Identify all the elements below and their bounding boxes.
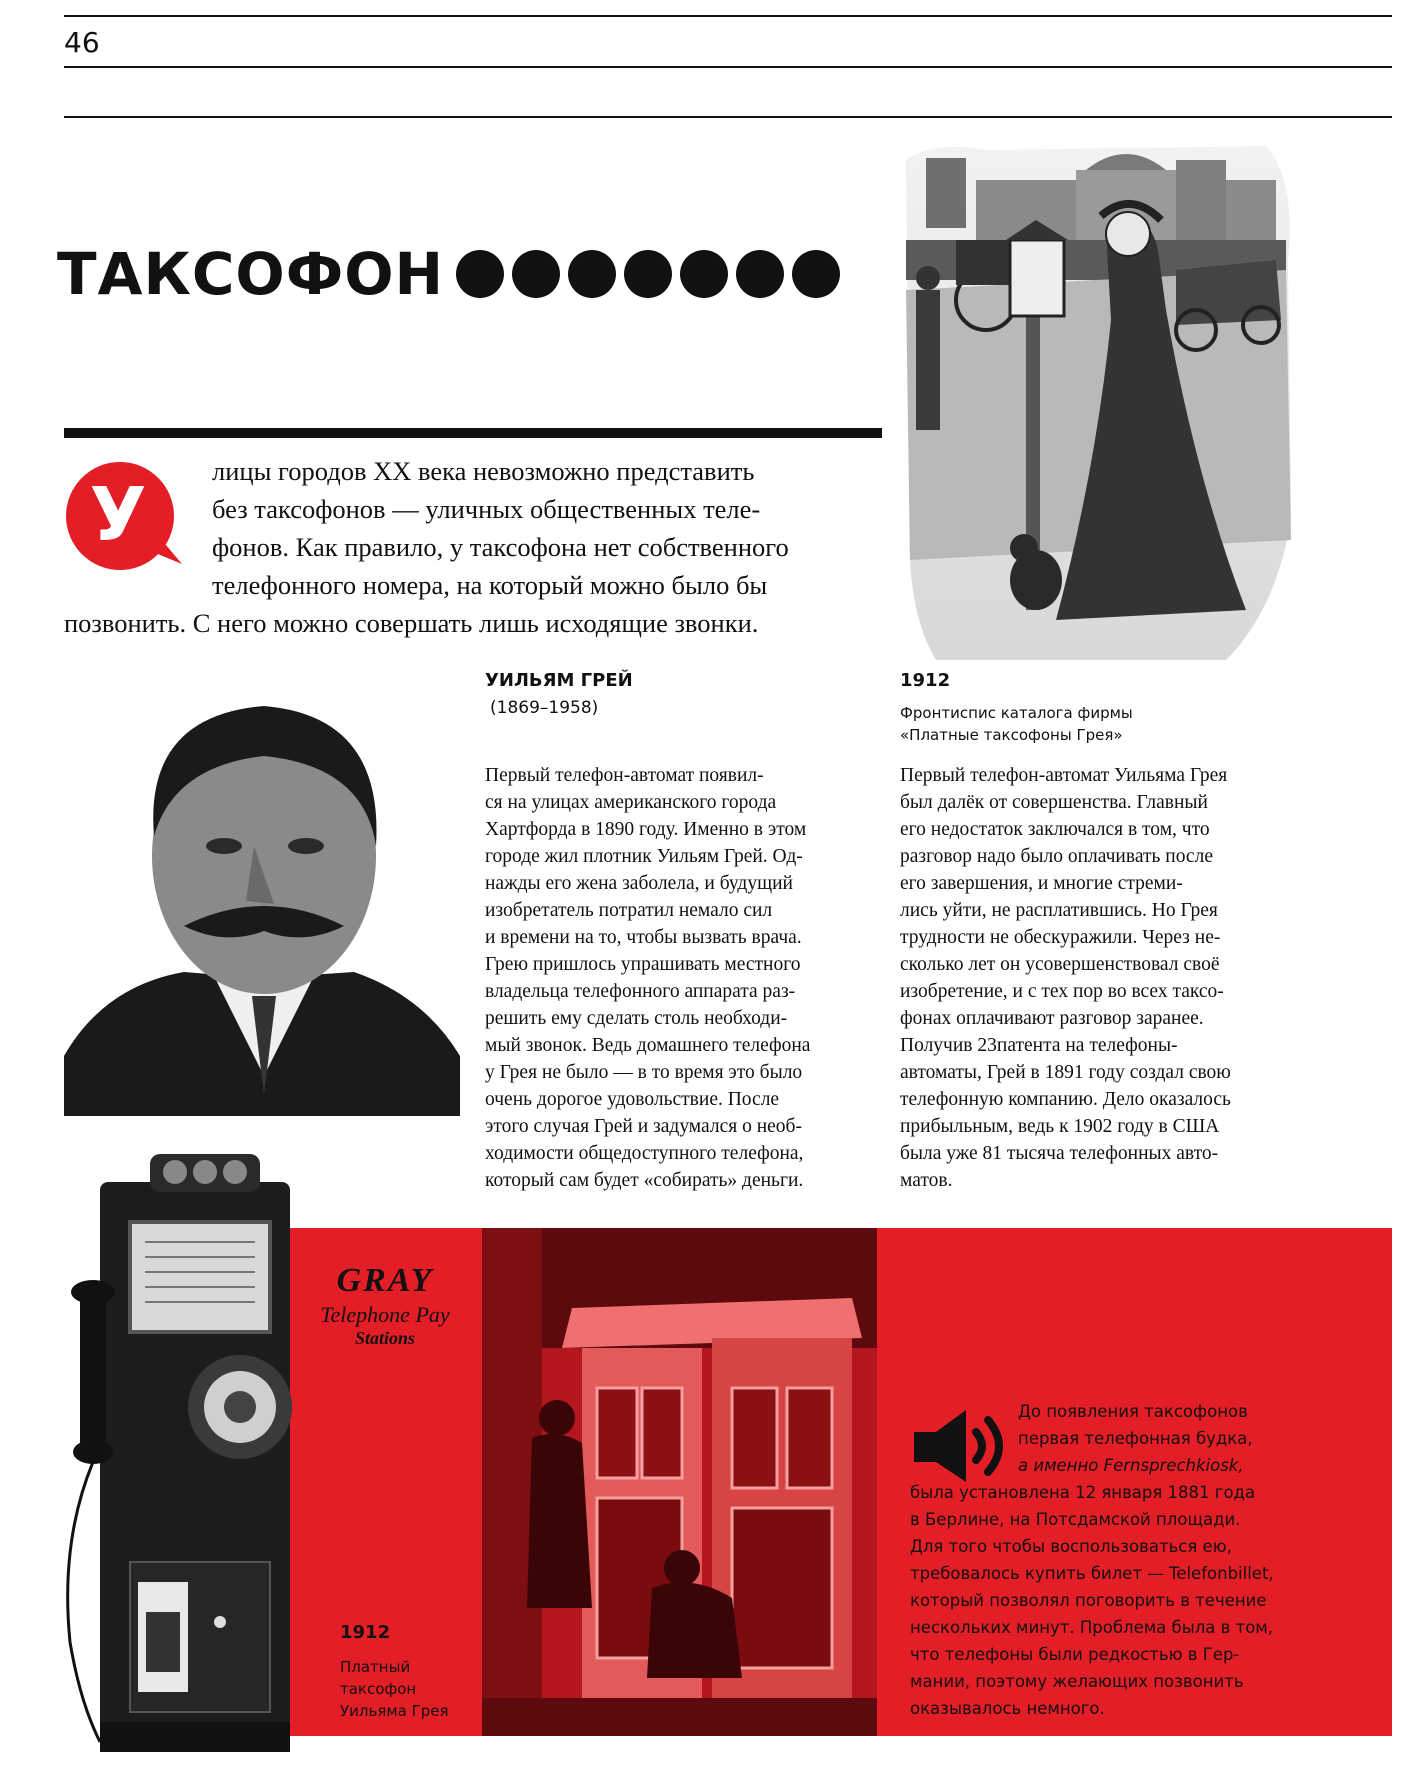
body-line: и времени на то, чтобы вызвать врача. — [485, 927, 802, 948]
title-dot — [456, 250, 504, 298]
body-line: этого случая Грей и задумался о необ- — [485, 1116, 802, 1137]
body-line: была уже 81 тысяча телефонных авто- — [900, 1143, 1219, 1164]
title-dot — [624, 250, 672, 298]
body-line: Получив 23патента на телефоны- — [900, 1035, 1178, 1056]
body-line: его недостаток заключался в том, что — [900, 819, 1210, 840]
gray-payphone-illustration — [40, 1142, 340, 1762]
woman-payphone-illustration — [896, 140, 1296, 670]
logo-line: Telephone Pay — [320, 1302, 450, 1327]
body-column-right — [900, 762, 1320, 1194]
info-line: была установлена 12 января 1881 года — [910, 1483, 1256, 1502]
title-dot — [512, 250, 560, 298]
info-line: До появления таксофонов — [1018, 1402, 1248, 1421]
info-line: а именно Fernsprechkiosk, — [1018, 1456, 1244, 1475]
body-line: изобретение, и с тех пор во всех таксо- — [900, 981, 1224, 1002]
header-rule-lower — [64, 116, 1392, 118]
body-line: мый звонок. Ведь домашнего телефона — [485, 1035, 811, 1056]
lead-line: позвонить. С него можно совершать лишь исходящие звонки. — [64, 608, 759, 638]
body-line: решить ему сделать столь необходи- — [485, 1008, 788, 1029]
person-name: УИЛЬЯМ ГРЕЙ — [485, 670, 633, 691]
info-box-text — [910, 1398, 1350, 1722]
title-dot — [736, 250, 784, 298]
title-text: ТАКСОФОН — [57, 240, 445, 308]
body-column-left — [485, 762, 885, 1194]
body-line: городе жил плотник Уильям Грей. Од- — [485, 846, 803, 867]
telephone-booth-photo — [482, 1228, 877, 1736]
title-dot — [568, 250, 616, 298]
lead-line: лицы городов XX века невозможно представить — [212, 456, 755, 486]
body-line: фонах оплачивают разговор заранее. — [900, 1008, 1204, 1029]
william-gray-portrait — [64, 676, 460, 1116]
dropcap-badge — [64, 460, 184, 572]
body-line: прибыльным, ведь к 1902 году в США — [900, 1116, 1220, 1137]
payphone-caption-line: таксофон — [340, 1680, 417, 1698]
title-dot — [680, 250, 728, 298]
body-line: Грею пришлось упрашивать местного — [485, 954, 801, 975]
payphone-caption-line: Платный — [340, 1658, 411, 1676]
info-line: оказывалось немного. — [910, 1699, 1105, 1718]
info-line: мании, поэтому желающих позвонить — [910, 1672, 1244, 1691]
lead-line: телефонного номера, на который можно было бы — [212, 570, 768, 600]
info-line: нескольких минут. Проблема была в том, — [910, 1618, 1273, 1637]
body-line: нажды его жена заболела, и будущий — [485, 873, 793, 894]
page-title — [57, 240, 840, 308]
body-line: ходимости общедоступного телефона, — [485, 1143, 804, 1164]
body-line: матов. — [900, 1170, 953, 1191]
logo-line: GRAY — [336, 1262, 434, 1299]
body-line: Хартфорда в 1890 году. Именно в этом — [485, 819, 807, 840]
title-dots — [456, 250, 840, 298]
photo-caption-year: 1912 — [900, 670, 951, 691]
payphone-caption-line: Уильяма Грея — [340, 1702, 449, 1720]
header-rule — [64, 66, 1392, 68]
info-line: Для того чтобы воспользоваться ею, — [910, 1537, 1232, 1556]
body-line: изобретатель потратил немало сил — [485, 900, 773, 921]
photo-caption-line: «Платные таксофоны Грея» — [900, 726, 1123, 744]
body-line: сколько лет он усовершенствовал своё — [900, 954, 1220, 975]
info-line: требовалось купить билет — Telefonbillet, — [910, 1564, 1274, 1583]
info-line: который позволял поговорить в течение — [910, 1591, 1267, 1610]
info-line: в Берлине, на Потсдамской площади. — [910, 1510, 1241, 1529]
person-years: (1869–1958) — [490, 698, 599, 718]
photo-caption-line: Фронтиспис каталога фирмы — [900, 704, 1133, 722]
title-dot — [792, 250, 840, 298]
info-line: что телефоны были редкостью в Гер- — [910, 1645, 1240, 1664]
info-line: первая телефонная будка, — [1018, 1429, 1253, 1448]
body-line: был далёк от совершенства. Главный — [900, 792, 1208, 813]
body-line: автоматы, Грей в 1891 году создал свою — [900, 1062, 1231, 1083]
dropcap-letter: У — [89, 472, 147, 558]
page-number: 46 — [64, 26, 100, 59]
body-line: лись уйти, не расплатившись. Но Грея — [900, 900, 1218, 921]
body-line: владельца телефонного аппарата раз- — [485, 981, 796, 1002]
top-rule — [64, 15, 1392, 17]
lead-line: без таксофонов — уличных общественных теле- — [212, 494, 761, 524]
body-line: Первый телефон-автомат появил- — [485, 765, 764, 786]
title-underline-rule — [64, 428, 882, 438]
lead-line: фонов. Как правило, у таксофона нет собственного — [212, 532, 789, 562]
body-line: у Грея не было — в то время это было — [485, 1062, 803, 1083]
body-line: Первый телефон-автомат Уильяма Грея — [900, 765, 1228, 786]
payphone-caption-year: 1912 — [340, 1622, 391, 1643]
body-line: разговор надо было оплачивать после — [900, 846, 1213, 867]
body-line: очень дорогое удовольствие. После — [485, 1089, 780, 1110]
body-line: ся на улицах американского города — [485, 792, 777, 813]
logo-line: Stations — [354, 1328, 416, 1348]
body-line: телефонную компанию. Дело оказалось — [900, 1089, 1231, 1110]
body-line: который сам будет «собирать» деньги. — [485, 1170, 804, 1191]
lead-paragraph — [64, 452, 884, 642]
body-line: трудности не обескуражили. Через не- — [900, 927, 1221, 948]
body-line: его завершения, и многие стреми- — [900, 873, 1183, 894]
